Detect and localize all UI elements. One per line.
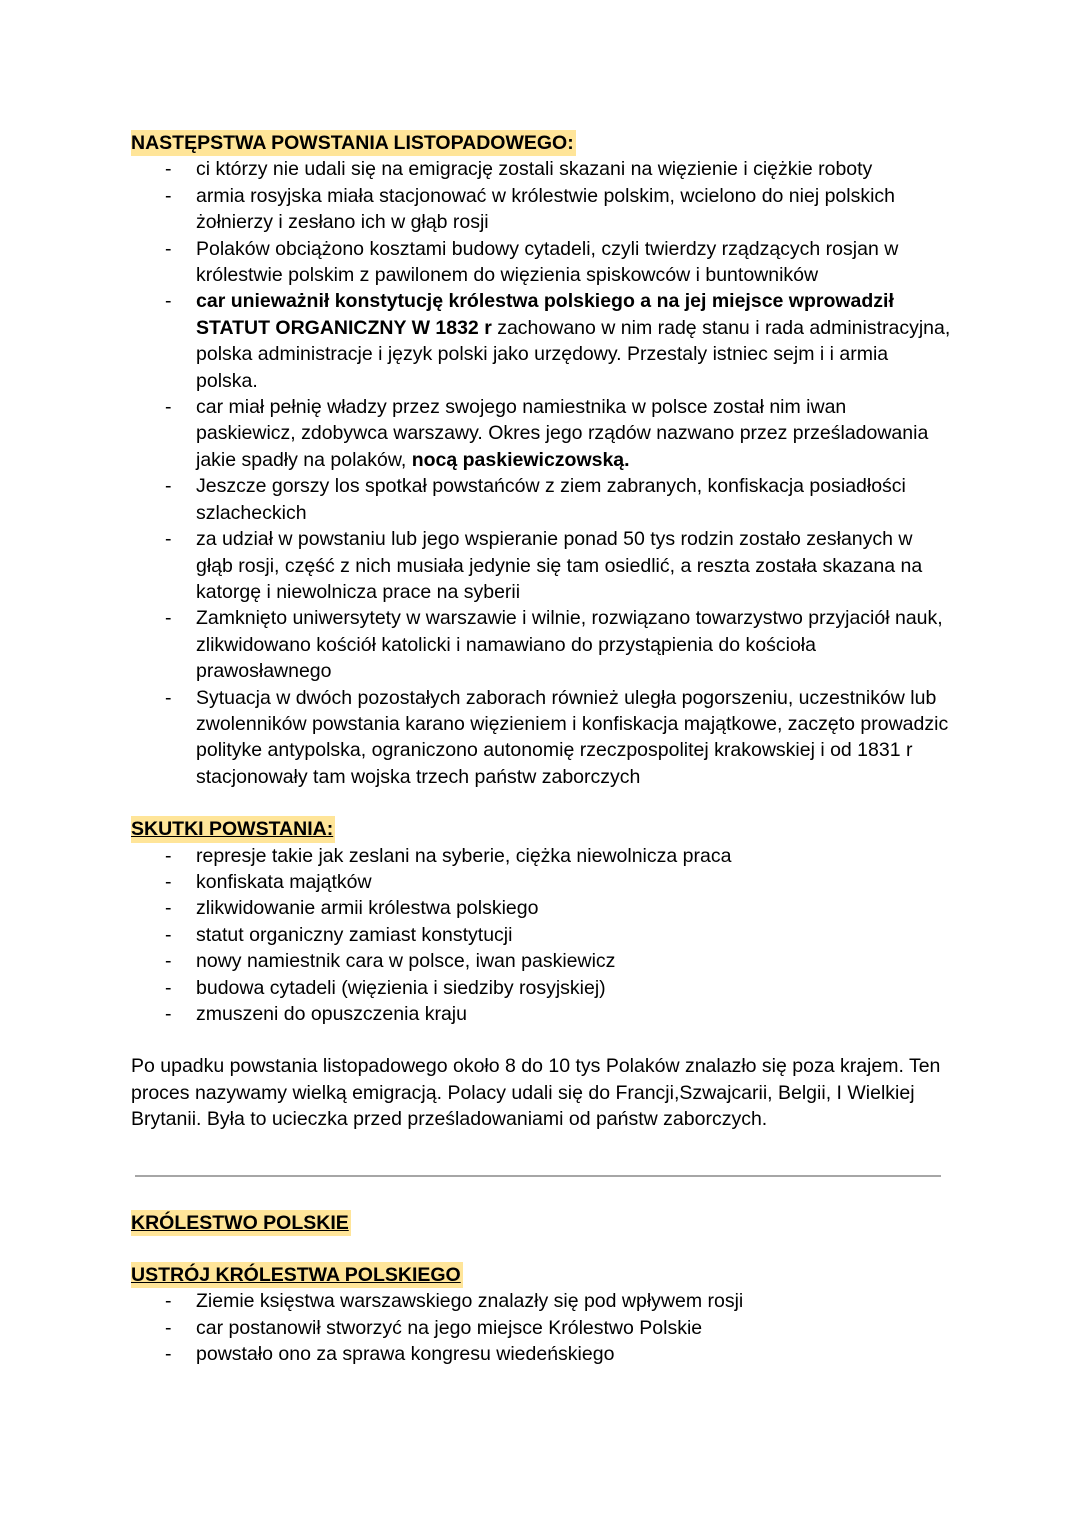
list-item: - zlikwidowanie armii królestwa polskiego (131, 895, 951, 921)
list-item: - Jeszcze gorszy los spotkał powstańców z ziem zabranych, konfiskacja posiadłości szlacheckich (131, 473, 951, 526)
section-krolestwo (131, 1210, 951, 1236)
list-item: - Ziemie księstwa warszawskiego znalazły się pod wpływem rosji (131, 1288, 951, 1314)
list-item: - nowy namiestnik cara w polsce, iwan paskiewicz (131, 948, 951, 974)
list-item: - ci którzy nie udali się na emigrację zostali skazani na więzienie i ciężkie roboty (131, 156, 951, 182)
bold-text: nocą paskiewiczowską. (411, 448, 630, 471)
skutki-list (131, 843, 951, 1028)
list-item: - car unieważnił konstytucję królestwa polskiego a na jej miejsce wprowadził STATUT ORGANICZNY W 1832 r zachowano w nim radę stanu i rada administracyjna, polska administracje i język polski jako urzędowy. Przestaly istniec sejm i i armia polska. (131, 288, 951, 394)
list-item: - za udział w powstaniu lub jego wspieranie ponad 50 tys rodzin zostało zesłanych w głąb rosji, część z nich musiała jedynie się tam osiedlić, a reszta została skazana na katorgę i niewolnicza prace na syberii (131, 526, 951, 605)
list-item: - powstało ono za sprawa kongresu wiedeńskiego (131, 1341, 951, 1367)
list-item: - represje takie jak zeslani na syberie, ciężka niewolnicza praca (131, 843, 951, 869)
heading-nastepstwa: NASTĘPSTWA POWSTANIA LISTOPADOWEGO: (131, 130, 576, 156)
heading-skutki: SKUTKI POWSTANIA: (131, 816, 335, 842)
heading-ustroj: USTRÓJ KRÓLESTWA POLSKIEGO (131, 1262, 463, 1288)
list-item: - budowa cytadeli (więzienia i siedziby rosyjskiej) (131, 975, 951, 1001)
list-item: - zmuszeni do opuszczenia kraju (131, 1001, 951, 1027)
list-item: - Polaków obciążono kosztami budowy cytadeli, czyli twierdzy rządzących rosjan w królestwie polskim z pawilonem do więzienia spiskowców i buntowników (131, 236, 951, 289)
emigration-paragraph: Po upadku powstania listopadowego około 8 do 10 tys Polaków znalazło się poza krajem. Ten proces nazywamy wielką emigracją. Polacy udali się do Francji,Szwajcarii, Belgii, I Wielkiej Brytanii. Była to ucieczka przed prześladowaniami od państw zaborczych. (131, 1055, 941, 1131)
list-item: - Sytuacja w dwóch pozostałych zaborach również uległa pogorszeniu, uczestników lub zwolenników powstania karano więzieniem i konfiskacja majątkowe, zaczęto prowadzic polityke antypolska, ograniczono autonomię rzeczpospolitej krakowskiej i od 1831 r stacjonowały tam wojska trzech państw zaborczych (131, 685, 951, 791)
list-item: - Zamknięto uniwersytety w warszawie i wilnie, rozwiązano towarzystwo przyjaciół nauk, zlikwidowano kościół katolicki i namawiano do przystąpienia do kościoła prawosławnego (131, 605, 951, 684)
heading-krolestwo: KRÓLESTWO POLSKIE (131, 1210, 351, 1236)
list-item: - statut organiczny zamiast konstytucji (131, 922, 951, 948)
section-skutki (131, 816, 951, 1027)
list-item: - car miał pełnię władzy przez swojego namiestnika w polsce został nim iwan paskiewicz, zdobywca warszawy. Okres jego rządów nazwano przez prześladowania jakie spadły na polaków, nocą paskiewiczowską. (131, 394, 951, 473)
list-item: - konfiskata majątków (131, 869, 951, 895)
list-item: - armia rosyjska miała stacjonować w królestwie polskim, wcielono do niej polskich żołnierzy i zesłano ich w głąb rosji (131, 183, 951, 236)
section-ustroj (131, 1262, 951, 1368)
bold-text: car unieważnił konstytucję królestwa polskiego a na jej miejsce wprowadził STATUT ORGANICZNY W 1832 r (196, 290, 894, 339)
nastepstwa-list (131, 156, 951, 790)
section-nastepstwa (131, 130, 951, 790)
list-item: - car postanowił stworzyć na jego miejsce Królestwo Polskie (131, 1315, 951, 1341)
document-page (131, 130, 951, 1368)
ustroj-list (131, 1288, 951, 1367)
